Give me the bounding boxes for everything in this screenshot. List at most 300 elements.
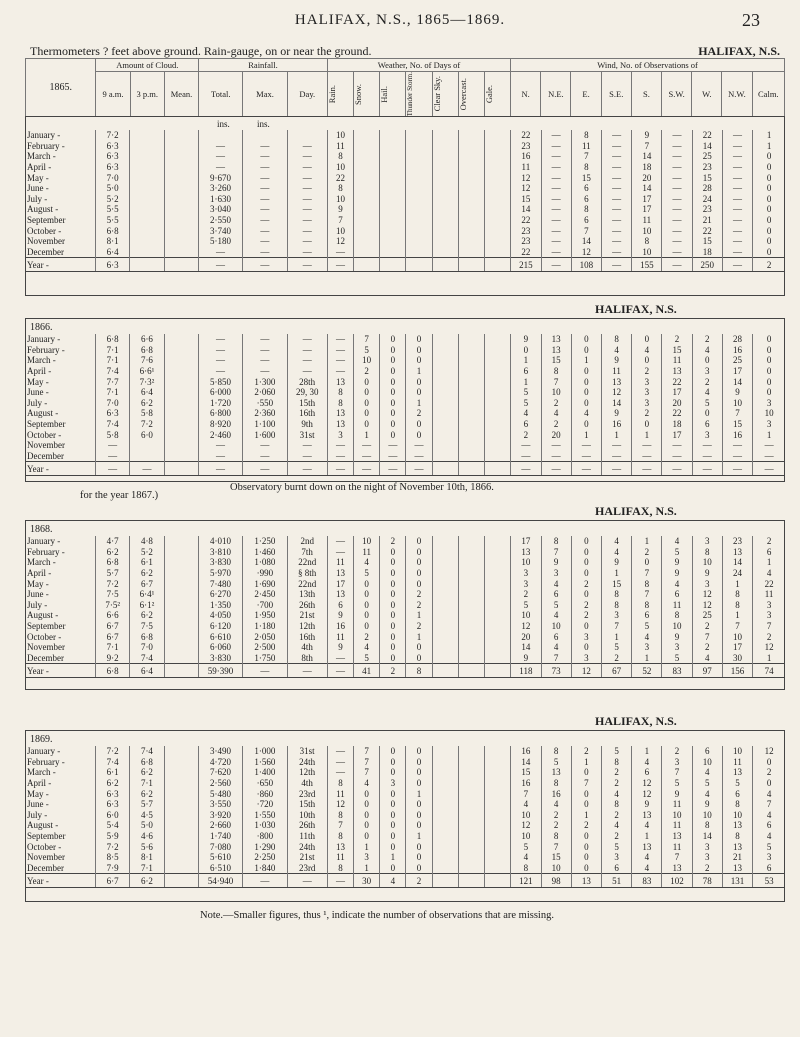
value-cell: 8 [327,863,353,874]
value-cell: 5·8 [96,429,130,440]
value-cell: 10 [662,810,692,821]
value-cell [130,151,164,162]
value-cell [458,852,484,863]
value-cell [458,408,484,419]
value-cell: 1·400 [243,767,287,778]
value-cell [458,746,484,757]
value-cell: 3 [692,366,722,377]
value-cell [130,130,164,141]
value-cell: — [327,440,353,451]
value-cell: 16 [722,345,752,356]
value-cell [485,451,511,462]
value-cell: 6 [327,600,353,611]
value-cell [380,183,406,194]
total-cell: — [198,258,242,272]
value-cell: 4 [601,345,631,356]
value-cell: 11 [511,162,541,173]
value-cell [432,355,458,366]
value-cell: — [327,247,353,258]
value-cell: — [722,225,752,236]
value-cell: — [287,355,327,366]
value-cell: 9 [601,355,631,366]
value-cell: 1 [632,653,662,664]
value-cell: 16 [601,419,631,430]
value-cell [432,831,458,842]
value-cell: 0 [753,366,785,377]
value-cell: 6 [753,820,785,831]
value-cell [458,162,484,173]
total-cell [432,462,458,476]
value-cell: 26th [287,820,327,831]
value-cell: 4 [753,810,785,821]
value-cell: 17 [722,366,752,377]
value-cell: 0 [632,355,662,366]
value-cell: 11 [327,788,353,799]
value-cell: 0 [571,334,601,345]
value-cell: — [198,162,242,173]
value-cell [164,852,198,863]
value-cell: 6·800 [198,408,242,419]
total-cell [164,462,198,476]
total-cell: — [327,874,353,888]
value-cell [485,536,511,547]
value-cell: 0 [354,799,380,810]
value-cell: 9 [327,642,353,653]
value-cell: 0 [571,831,601,842]
month-cell: August - [27,408,59,419]
value-cell: — [662,247,692,258]
value-cell [130,215,164,226]
value-cell: 2·550 [198,215,242,226]
table-row [25,130,785,141]
total-cell [432,258,458,272]
value-cell: 0 [753,757,785,768]
value-cell: 0 [354,578,380,589]
table-row [25,778,785,789]
value-cell [458,536,484,547]
value-cell: 3·830 [198,653,242,664]
value-cell: — [511,451,541,462]
value-cell: — [406,451,432,462]
value-cell: 5·480 [198,788,242,799]
value-cell: 5 [692,778,722,789]
value-cell: 7 [354,757,380,768]
total-cell: 67 [601,664,631,678]
value-cell: 0 [753,355,785,366]
value-cell: 0 [406,841,432,852]
value-cell: ·720 [243,799,287,810]
value-cell: 6 [601,863,631,874]
value-cell: 1 [753,557,785,568]
value-cell: 4 [753,831,785,842]
value-cell: 15 [571,172,601,183]
value-cell: 9 [662,788,692,799]
value-cell: 22 [692,225,722,236]
year-1869: 1869. [30,734,53,745]
value-cell: 3 [541,568,571,579]
value-cell: 9 [662,557,692,568]
value-cell: ·650 [243,778,287,789]
value-cell [485,852,511,863]
value-cell: 7·9 [96,863,130,874]
value-cell: 22nd [287,557,327,568]
value-cell: 4 [632,757,662,768]
value-cell: 7 [541,547,571,558]
value-cell: 1 [753,141,785,152]
value-cell: 11th [287,831,327,842]
value-cell: 0 [380,568,406,579]
value-cell: 3·490 [198,746,242,757]
value-cell [432,578,458,589]
value-cell: 6 [511,419,541,430]
value-cell [432,440,458,451]
table-row [25,366,785,377]
value-cell: 0 [380,810,406,821]
total-cell: — [327,664,353,678]
value-cell [458,757,484,768]
value-cell: 9 [601,557,631,568]
value-cell [432,767,458,778]
value-cell [164,408,198,419]
value-cell: 1·080 [243,557,287,568]
value-cell: 8 [511,863,541,874]
value-cell: 15 [511,767,541,778]
value-cell: 22 [662,376,692,387]
value-cell: — [601,194,631,205]
value-cell: 22 [511,215,541,226]
value-cell: 22 [662,408,692,419]
value-cell [432,366,458,377]
value-cell: 9th [287,419,327,430]
month-cell: June - [27,183,49,194]
value-cell: 0 [354,376,380,387]
value-cell [406,204,432,215]
value-cell [458,172,484,183]
value-cell: 22 [327,172,353,183]
value-cell: — [722,162,752,173]
value-cell [164,247,198,258]
total-cell: — [354,462,380,476]
value-cell [485,831,511,842]
value-cell [354,236,380,247]
value-cell [458,589,484,600]
table-row [25,820,785,831]
total-cell: — [287,462,327,476]
value-cell: 13 [722,841,752,852]
value-cell: 12th [287,621,327,632]
value-cell: — [327,345,353,356]
value-cell: 5 [541,600,571,611]
value-cell: — [327,757,353,768]
value-cell: 1 [722,610,752,621]
value-cell: 22 [511,247,541,258]
value-cell: 7 [571,778,601,789]
value-cell: — [722,236,752,247]
value-cell [164,366,198,377]
total-cell: 12 [571,664,601,678]
value-cell: — [354,440,380,451]
total-cell: 53 [753,874,785,888]
value-cell [432,547,458,558]
col-rain: Rain. [326,85,337,104]
value-cell: 7·4 [96,757,130,768]
total-cell [485,874,511,888]
value-cell: 12 [327,236,353,247]
value-cell: — [541,204,571,215]
value-cell: 25 [692,151,722,162]
value-cell: 22nd [287,578,327,589]
value-cell: 6 [541,589,571,600]
col-ne: N.E. [541,72,571,117]
value-cell: 8 [541,536,571,547]
value-cell: 7·620 [198,767,242,778]
value-cell: — [662,141,692,152]
total-cell: — [753,462,785,476]
value-cell: — [601,162,631,173]
table-row [25,355,785,366]
month-cell: December [27,862,64,873]
table-row [25,408,785,419]
value-cell: 10 [511,831,541,842]
value-cell: 11 [354,547,380,558]
value-cell: 0 [380,376,406,387]
total-cell: 78 [692,874,722,888]
value-cell [130,204,164,215]
value-cell [458,215,484,226]
table-row [25,568,785,579]
value-cell [485,820,511,831]
table-row [25,810,785,821]
value-cell [458,345,484,356]
month-cell: March - [27,355,56,366]
value-cell: 1 [632,746,662,757]
value-cell: 0 [571,589,601,600]
value-cell: 13 [722,863,752,874]
value-cell: 1·950 [243,610,287,621]
value-cell: — [571,451,601,462]
value-cell: 9 [327,610,353,621]
value-cell: 13 [632,841,662,852]
value-cell: 4·050 [198,610,242,621]
table-row [25,547,785,558]
value-cell: 4 [511,852,541,863]
value-cell: 12 [632,778,662,789]
col-e: E. [571,72,601,117]
table-row [25,799,785,810]
value-cell: — [243,162,287,173]
total-cell: — [662,258,692,272]
value-cell: 0 [571,621,601,632]
value-cell: — [287,172,327,183]
value-cell: — [287,236,327,247]
value-cell: 0 [380,600,406,611]
value-cell: 5 [511,841,541,852]
col-n: N. [511,72,541,117]
value-cell: ·700 [243,600,287,611]
value-cell [485,183,511,194]
value-cell: 2 [601,767,631,778]
value-cell: ·990 [243,568,287,579]
table-row [25,557,785,568]
value-cell [432,778,458,789]
value-cell [164,578,198,589]
value-cell: 15 [601,578,631,589]
value-cell [458,810,484,821]
month-cell: February - [27,140,65,151]
value-cell [458,194,484,205]
value-cell: — [198,334,242,345]
value-cell: 24th [287,757,327,768]
month-cell: December [27,652,64,663]
value-cell [354,162,380,173]
value-cell: 9 [692,568,722,579]
month-cell: November [27,440,65,451]
month-cell: October - [27,225,62,236]
total-cell [458,664,484,678]
value-cell: 6·1 [96,767,130,778]
value-cell: 15 [692,172,722,183]
total-cell: 51 [601,874,631,888]
value-cell: 4 [753,568,785,579]
value-cell: 2 [753,631,785,642]
total-cell: 6·2 [130,874,164,888]
value-cell: 7·2 [96,578,130,589]
value-cell: 3 [632,387,662,398]
value-cell: 17 [327,578,353,589]
value-cell [458,621,484,632]
value-cell: 2 [406,621,432,632]
value-cell: — [541,236,571,247]
value-cell: 10 [753,408,785,419]
value-cell: 4 [632,345,662,356]
value-cell: 0 [753,225,785,236]
value-cell [432,334,458,345]
value-cell [130,247,164,258]
value-cell: 9 [511,653,541,664]
value-cell: — [601,172,631,183]
value-cell [485,589,511,600]
label-1866: HALIFAX, N.S. [595,302,677,316]
value-cell: 0 [406,334,432,345]
value-cell: 13 [662,831,692,842]
value-cell: 14 [632,183,662,194]
value-cell: 1·720 [198,398,242,409]
year-label-cell: Year - [25,664,96,678]
value-cell: 1 [753,653,785,664]
value-cell [485,204,511,215]
table-row [25,141,785,152]
total-cell: 4 [380,874,406,888]
value-cell: 5 [692,398,722,409]
value-cell: — [243,151,287,162]
value-cell: 1 [511,355,541,366]
value-cell: 1 [406,831,432,842]
total-cell: 59·390 [198,664,242,678]
value-cell: 5·0 [96,183,130,194]
value-cell: 0 [380,547,406,558]
value-cell: 21 [692,215,722,226]
value-cell: 7·2 [96,841,130,852]
value-cell: 0 [632,334,662,345]
table-row [25,600,785,611]
table-row [25,631,785,642]
total-cell: 83 [632,874,662,888]
value-cell: — [96,451,130,462]
total-cell: 8 [406,664,432,678]
value-cell: 3 [632,376,662,387]
value-cell [485,215,511,226]
value-cell [458,799,484,810]
value-cell [432,141,458,152]
value-cell: 0 [571,799,601,810]
table-row [25,398,785,409]
value-cell: 13 [662,863,692,874]
value-cell: 15 [692,236,722,247]
value-cell [380,225,406,236]
value-cell: — [243,366,287,377]
value-cell: 0 [354,589,380,600]
value-cell: — [571,440,601,451]
total-cell: — [692,462,722,476]
value-cell [458,451,484,462]
total-cell: — [380,462,406,476]
value-cell: — [722,141,752,152]
value-cell [164,820,198,831]
value-cell: 0 [753,387,785,398]
value-cell: 7 [662,852,692,863]
value-cell: 6·1 [130,557,164,568]
value-cell: — [601,440,631,451]
value-cell: 5 [601,642,631,653]
value-cell [432,408,458,419]
value-cell [485,642,511,653]
value-cell [458,387,484,398]
value-cell: 5·8 [130,408,164,419]
value-cell: 5 [601,746,631,757]
value-cell [164,863,198,874]
value-cell [164,440,198,451]
value-cell [485,130,511,141]
value-cell: — [601,183,631,194]
value-cell: — [662,183,692,194]
value-cell: 1·750 [243,653,287,664]
value-cell: 8 [541,831,571,842]
value-cell: — [287,183,327,194]
value-cell [432,451,458,462]
value-cell: 3 [692,536,722,547]
table-row [25,746,785,757]
value-cell [458,236,484,247]
value-cell: 0 [380,557,406,568]
value-cell [164,162,198,173]
value-cell: 2 [354,631,380,642]
value-cell: 0 [571,376,601,387]
value-cell [485,345,511,356]
value-cell: 1 [511,376,541,387]
value-cell: 6·6 [130,334,164,345]
value-cell: 0 [753,247,785,258]
value-cell [485,788,511,799]
value-cell: — [601,215,631,226]
value-cell [432,621,458,632]
value-cell [164,557,198,568]
value-cell: 2 [571,610,601,621]
value-cell: 6·510 [198,863,242,874]
total-cell [432,664,458,678]
value-cell [354,172,380,183]
value-cell: 0 [380,746,406,757]
value-cell: 7·4 [96,366,130,377]
